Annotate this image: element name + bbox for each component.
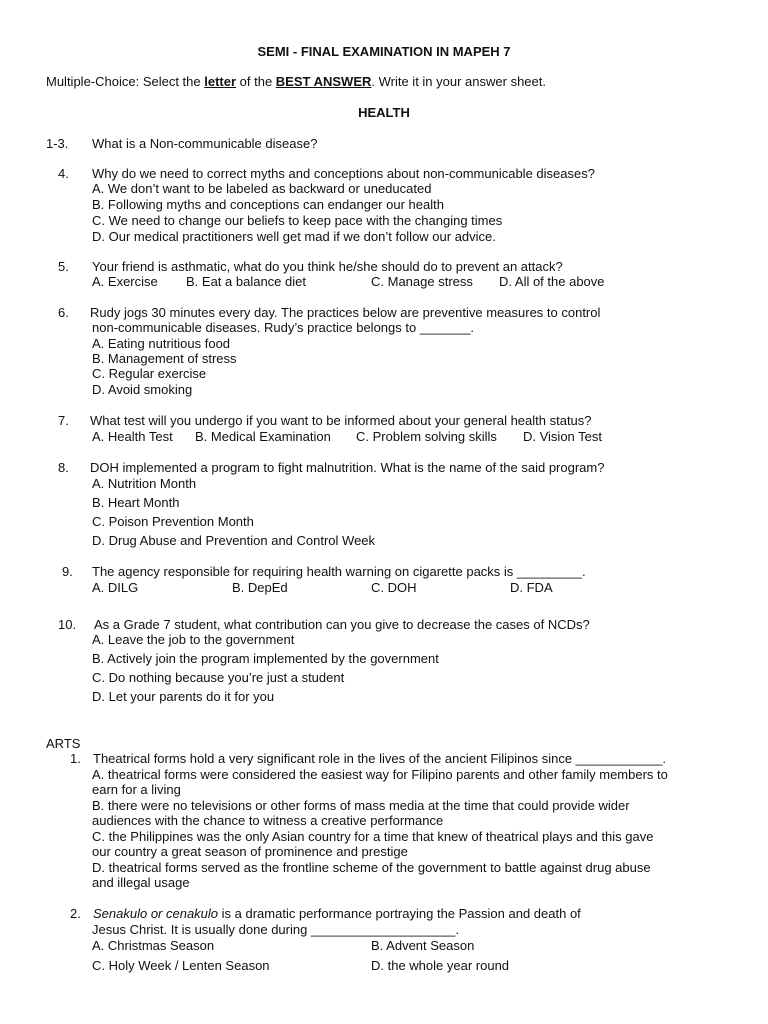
- answer-option-line: D. theatrical forms served as the frontline scheme of the government to battle against drug abuse: [92, 860, 651, 875]
- question-text: [93, 906, 581, 921]
- answer-option: A. Eating nutritious food: [92, 336, 231, 351]
- answer-option: C. Problem solving skills: [356, 429, 497, 444]
- answer-option: C. Poison Prevention Month: [92, 514, 254, 529]
- question-number: 10.: [58, 617, 77, 632]
- answer-option-line: and illegal usage: [92, 875, 190, 890]
- instructions: [46, 74, 546, 89]
- instructions-post: . Write it in your answer sheet.: [371, 74, 546, 89]
- answer-option: B. Actively join the program implemented by the government: [92, 651, 439, 666]
- instructions-best-answer: BEST ANSWER: [275, 74, 372, 89]
- answer-option: D. Avoid smoking: [92, 382, 193, 397]
- question-text: Your friend is asthmatic, what do you think he/she should do to prevent an attack?: [92, 259, 563, 274]
- italic-term: Senakulo or cenakulo: [93, 906, 219, 921]
- arts-heading: ARTS: [46, 736, 81, 751]
- answer-option: A. Exercise: [92, 274, 158, 289]
- exam-title: SEMI - FINAL EXAMINATION IN MAPEH 7: [257, 44, 511, 59]
- answer-option: D. Vision Test: [523, 429, 603, 444]
- question-text: As a Grade 7 student, what contribution can you give to decrease the cases of NCDs?: [94, 617, 590, 632]
- answer-option: A. Nutrition Month: [92, 476, 197, 491]
- answer-option: B. Following myths and conceptions can endanger our health: [92, 197, 444, 212]
- answer-option: C. DOH: [371, 580, 417, 595]
- answer-option: D. Let your parents do it for you: [92, 689, 275, 704]
- question-text-rest: is a dramatic performance portraying the Passion and death of: [218, 906, 581, 921]
- answer-option: A. Leave the job to the government: [92, 632, 295, 647]
- answer-option-line: audiences with the chance to witness a creative performance: [92, 813, 444, 828]
- answer-option-line: our country a great season of prominence and prestige: [92, 844, 408, 859]
- answer-option: C. Regular exercise: [92, 366, 207, 381]
- answer-option: C. Manage stress: [371, 274, 473, 289]
- question-text: Jesus Christ. It is usually done during ____________________.: [92, 922, 460, 937]
- instructions-pre: Multiple-Choice: Select the: [46, 74, 205, 89]
- answer-option: C. Do nothing because you’re just a student: [92, 670, 345, 685]
- question-number: 4.: [58, 166, 69, 181]
- answer-option: D. FDA: [510, 580, 553, 595]
- question-number: 1.: [70, 751, 81, 766]
- answer-option: B. Eat a balance diet: [186, 274, 306, 289]
- answer-option: B. Advent Season: [371, 938, 475, 953]
- health-heading: HEALTH: [358, 105, 410, 120]
- question-text: non-communicable diseases. Rudy’s practice belongs to _______.: [92, 320, 475, 335]
- instructions-letter: letter: [204, 74, 237, 89]
- answer-option: C. Holy Week / Lenten Season: [92, 958, 270, 973]
- question-text: What is a Non-communicable disease?: [92, 136, 318, 151]
- answer-option: B. Management of stress: [92, 351, 237, 366]
- answer-option: A. DILG: [92, 580, 139, 595]
- answer-option-line: C. the Philippines was the only Asian country for a time that knew of theatrical plays and this gave: [92, 829, 654, 844]
- question-text: DOH implemented a program to fight malnutrition. What is the name of the said program?: [90, 460, 605, 475]
- answer-option: C. We need to change our beliefs to keep pace with the changing times: [92, 213, 503, 228]
- question-number: 6.: [58, 305, 69, 320]
- question-number: 9.: [62, 564, 73, 579]
- answer-option-line: A. theatrical forms were considered the easiest way for Filipino parents and other family members to: [92, 767, 668, 782]
- question-text: The agency responsible for requiring health warning on cigarette packs is _________.: [92, 564, 586, 579]
- question-number: 7.: [58, 413, 69, 428]
- answer-option: A. We don’t want to be labeled as backward or uneducated: [92, 181, 432, 196]
- answer-option: B. Heart Month: [92, 495, 180, 510]
- answer-option: D. All of the above: [499, 274, 605, 289]
- answer-option: D. Our medical practitioners well get mad if we don’t follow our advice.: [92, 229, 496, 244]
- question-number: 2.: [70, 906, 81, 921]
- question-number: 5.: [58, 259, 69, 274]
- answer-option: B. Medical Examination: [195, 429, 331, 444]
- answer-option: D. the whole year round: [371, 958, 510, 973]
- instructions-mid: of the: [236, 74, 276, 89]
- question-number: 8.: [58, 460, 69, 475]
- answer-option: D. Drug Abuse and Prevention and Control Week: [92, 533, 376, 548]
- question-text: Rudy jogs 30 minutes every day. The practices below are preventive measures to control: [90, 305, 601, 320]
- answer-option-line: B. there were no televisions or other forms of mass media at the time that could provide wider: [92, 798, 630, 813]
- question-text: Why do we need to correct myths and conceptions about non-communicable diseases?: [92, 166, 595, 181]
- answer-option: B. DepEd: [232, 580, 288, 595]
- answer-option: A. Christmas Season: [92, 938, 215, 953]
- answer-option-line: earn for a living: [92, 782, 181, 797]
- question-text: What test will you undergo if you want to be informed about your general health status?: [90, 413, 592, 428]
- answer-option: A. Health Test: [92, 429, 173, 444]
- question-number: 1-3.: [46, 136, 69, 151]
- question-text: Theatrical forms hold a very significant role in the lives of the ancient Filipinos since ____________.: [93, 751, 667, 766]
